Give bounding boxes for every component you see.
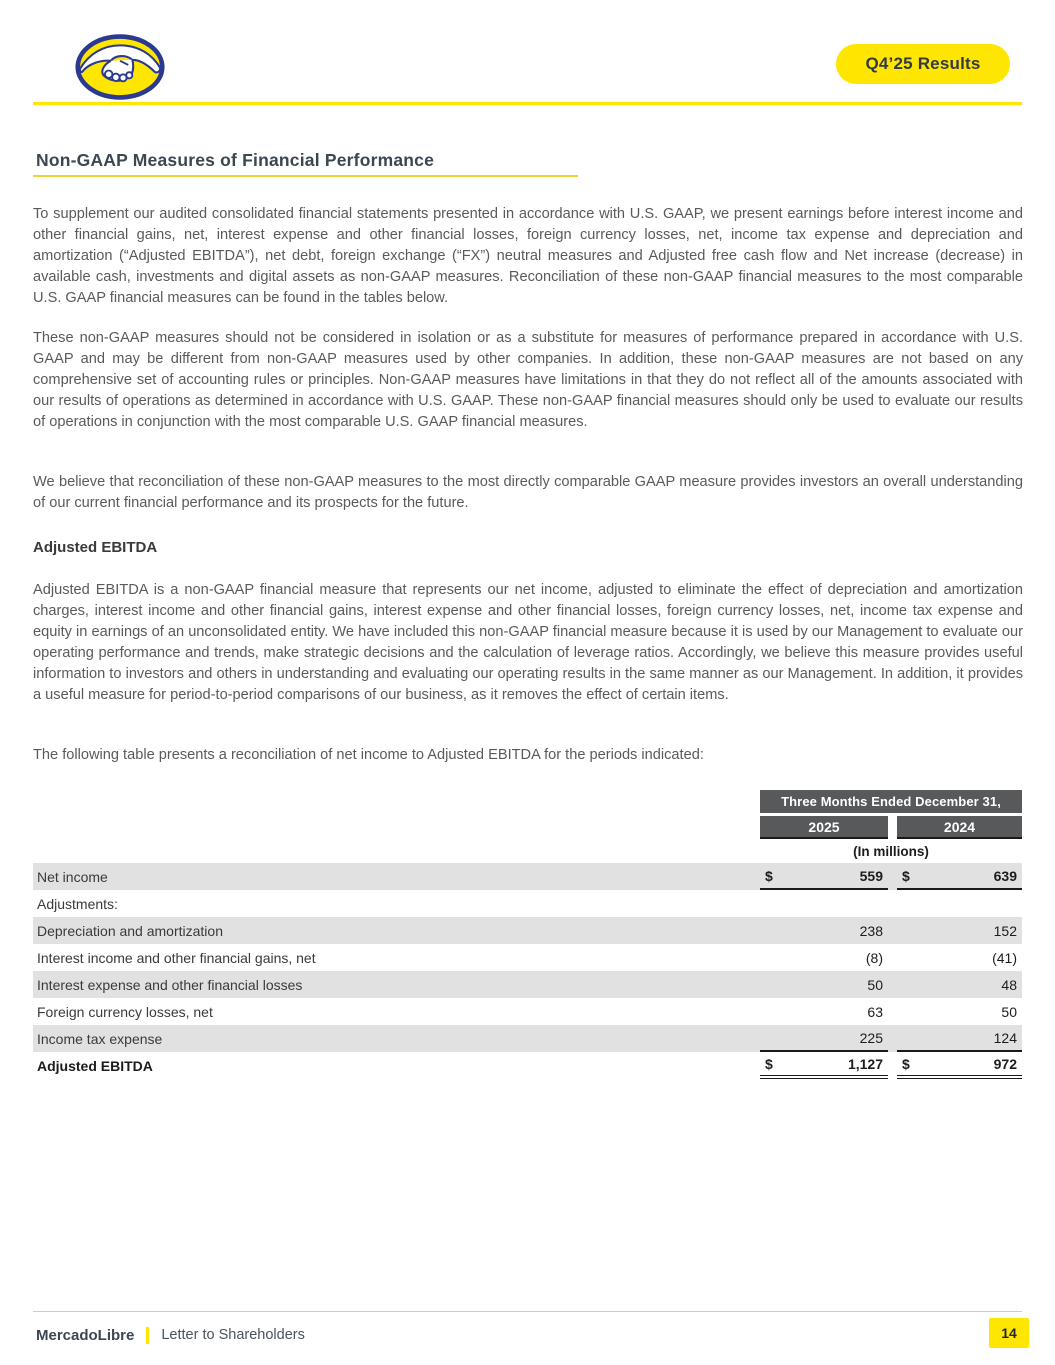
table-row-adjusted-ebitda-total [33, 1052, 1022, 1079]
table-year-2025-header: 2025 [760, 816, 888, 839]
value-2025: 1,127 [847, 1055, 883, 1072]
row-label: Foreign currency losses, net [37, 1003, 213, 1020]
value-2025: 238 [859, 922, 883, 939]
row-label: Interest income and other financial gains, net [37, 949, 316, 966]
row-label: Adjustments: [37, 895, 118, 912]
table-row-interest-income [33, 944, 1022, 971]
table-row-adjustments [33, 890, 1022, 917]
currency-symbol: $ [902, 1055, 910, 1072]
value-2025: 50 [867, 976, 883, 993]
intro-paragraph: To supplement our audited consolidated financial statements presented in accordance with U.S. GAAP, we present earnings before interest income and other financial gains, net, interest expense and other financial losses, foreign currency losses, net, income tax expense and depreciation and amortization (“Adjusted EBITDA”), net debt, foreign exchange (“FX”) neutral measures and Adjusted free cash flow and Net increase (decrease) in available cash, investments and digital assets as non-GAAP measures. Reconciliation of these non-GAAP financial measures to the most comparable U.S. GAAP financial measures can be found in the tables below. [33, 206, 1023, 306]
value-2025: 225 [859, 1029, 883, 1046]
value-2024: (41) [992, 949, 1017, 966]
table-row-depreciation-amortization [33, 917, 1022, 944]
adjusted-ebitda-heading: Adjusted EBITDA [33, 539, 158, 556]
belief-paragraph: We believe that reconciliation of these non-GAAP measures to the most directly comparable GAAP measure provides investors an overall understanding of our current financial performance and its prospects for the future. [33, 474, 1023, 511]
row-label: Adjusted EBITDA [37, 1057, 153, 1074]
value-2024: 124 [993, 1029, 1017, 1046]
value-2024: 639 [993, 867, 1017, 884]
table-row-interest-expense [33, 971, 1022, 998]
footer-brand: MercadoLibre [36, 1326, 135, 1344]
footer-document-title: Letter to Shareholders [161, 1327, 305, 1343]
quarter-results-badge: Q4’25 Results [836, 44, 1010, 84]
currency-symbol: $ [765, 1055, 773, 1072]
footer-divider [33, 1311, 1022, 1312]
currency-symbol: $ [902, 867, 910, 884]
table-row-income-tax-expense [33, 1025, 1022, 1052]
page-title: Non-GAAP Measures of Financial Performance [36, 150, 435, 170]
value-2024: 972 [993, 1055, 1017, 1072]
value-2025: (8) [865, 949, 883, 966]
limitations-paragraph: These non-GAAP measures should not be considered in isolation or as a substitute for measures of performance prepared in accordance with U.S. GAAP and may be different from non-GAAP measures used by other companies. In addition, these non-GAAP measures are not based on any comprehensive set of accounting rules or principles. Non-GAAP measures have limitations in that they do not reflect all of the amounts associated with our results of operations as determined in accordance with U.S. GAAP. These non-GAAP financial measures should only be used to evaluate our results of operations in conjunction with the most comparable U.S. GAAP financial measures. [33, 330, 1023, 430]
row-label: Depreciation and amortization [37, 922, 223, 939]
value-2025: 63 [867, 1003, 883, 1020]
row-label: Net income [37, 868, 108, 885]
row-label: Interest expense and other financial losses [37, 976, 303, 993]
adjusted-ebitda-reconciliation-table [33, 790, 1022, 1079]
value-2024: 152 [993, 922, 1017, 939]
table-row-foreign-currency-losses [33, 998, 1022, 1025]
table-units-note: (In millions) [853, 843, 929, 859]
footer [36, 1324, 305, 1346]
header-divider [33, 102, 1022, 105]
table-period-header: Three Months Ended December 31, [760, 790, 1022, 813]
table-year-2024-header: 2024 [897, 816, 1022, 839]
value-2025: 559 [859, 867, 883, 884]
title-underline [33, 175, 578, 177]
adjusted-ebitda-paragraph: Adjusted EBITDA is a non-GAAP financial measure that represents our net income, adjusted to eliminate the effect of depreciation and amortization charges, interest income and other financial gains, interest expense and other financial losses, foreign currency losses, net, income tax expense and equity in earnings of an unconsolidated entity. We have included this non-GAAP financial measure because it is used by our Management to evaluate our operating performance and trends, make strategic decisions and the calculation of leverage ratios. Accordingly, we believe this measure provides useful information to investors and others in understanding and evaluating our operating results in the same manner as our Management. In addition, it provides a useful measure for period-to-period comparisons of our business, as it removes the effect of certain items. [33, 582, 1023, 703]
row-label: Income tax expense [37, 1030, 163, 1047]
mercadolibre-logo-icon [74, 33, 166, 101]
footer-separator-bar [146, 1327, 149, 1344]
value-2024: 50 [1001, 1003, 1017, 1020]
page-number-badge: 14 [989, 1318, 1029, 1348]
table-row-net-income [33, 863, 1022, 890]
value-2024: 48 [1001, 976, 1017, 993]
currency-symbol: $ [765, 867, 773, 884]
table-intro-text: The following table presents a reconciliation of net income to Adjusted EBITDA for the periods indicated: [33, 747, 704, 763]
